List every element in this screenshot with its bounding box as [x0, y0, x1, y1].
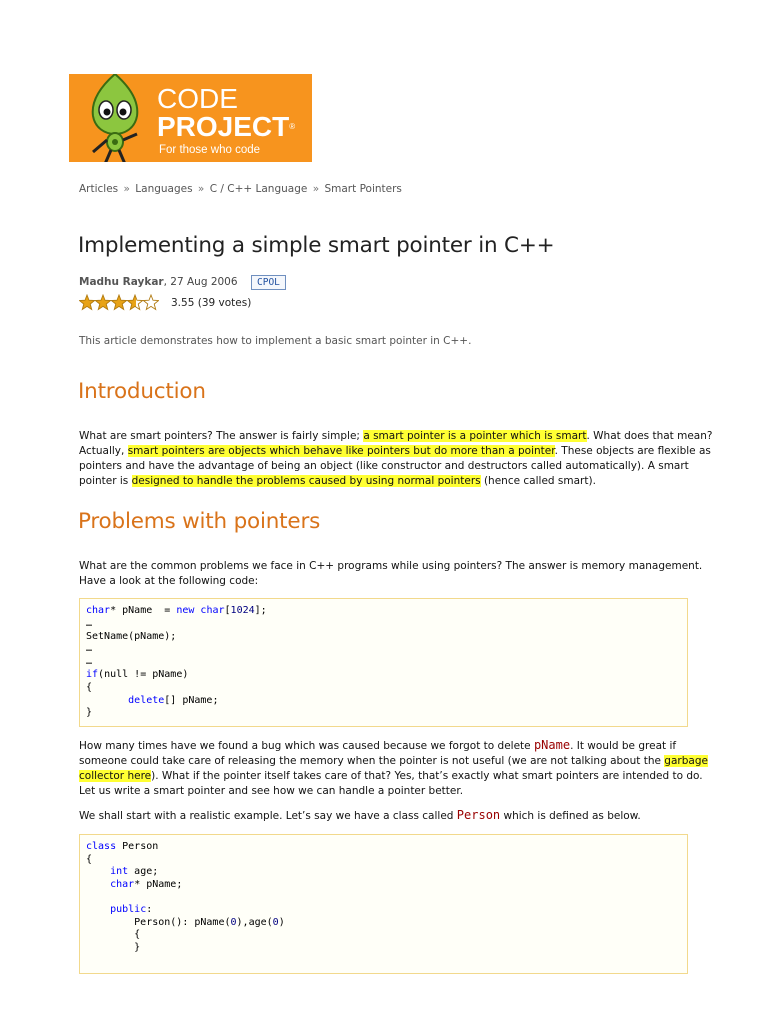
license-badge[interactable]: CPOL [251, 275, 286, 290]
breadcrumb-smart-pointers[interactable]: Smart Pointers [324, 183, 402, 195]
code-block-1[interactable]: char* pName = new char[1024]; … SetName(pName); … … if(null != pName) { delete[] pName; } [79, 598, 688, 727]
rating-star-icon[interactable] [127, 295, 142, 309]
rating-score: 3.55 (39 votes) [171, 297, 252, 309]
inline-code-pname: pName [533, 738, 571, 752]
example-paragraph: We shall start with a realistic example. Let’s say we have a class called Person which is defined as below. [79, 808, 641, 822]
rating-star-icon[interactable] [79, 295, 94, 309]
codeproject-logo[interactable] [69, 74, 312, 162]
breadcrumb-separator: » [123, 183, 130, 195]
breadcrumb-languages[interactable]: Languages [135, 183, 193, 195]
breadcrumb-separator: » [312, 183, 320, 195]
highlight: collector here [79, 770, 152, 782]
heading-problems-with-pointers: Problems with pointers [78, 509, 321, 534]
article-date: , 27 Aug 2006 [163, 276, 238, 288]
rating-star-icon[interactable] [143, 295, 158, 309]
logo-word-project: PROJECT® [157, 111, 296, 142]
memory-paragraph: How many times have we found a bug which was caused because we forgot to delete pName. It would be great if someone could take care of releasing the memory when the pointer is not useful (we are not talking about the garbage collector here). What if the pointer itself takes care of that? Yes, that’s exactly what smart pointers are intended to do. Let us write a smart pointer and see how we can handle a pointer better. [79, 738, 708, 797]
inline-code-person: Person [456, 808, 501, 822]
article-rating [79, 294, 251, 312]
rating-star-icon[interactable] [95, 295, 110, 309]
breadcrumb [79, 183, 402, 195]
logo-tagline: For those who code [159, 144, 261, 156]
highlight: designed to handle the problems caused by using normal pointers [131, 475, 481, 487]
breadcrumb-separator: » [197, 183, 205, 195]
breadcrumb-cpp-language[interactable]: C / C++ Language [209, 183, 308, 195]
breadcrumb-articles[interactable]: Articles [79, 183, 119, 195]
highlight: smart pointers are objects which behave like pointers but do more than a pointer [127, 445, 555, 457]
bob-mascot-icon [79, 74, 151, 162]
rating-star-icon[interactable] [111, 295, 126, 309]
rating-stars-icon[interactable] [79, 294, 159, 312]
problems-paragraph: What are the common problems we face in C++ programs while using pointers? The answer is memory management. Have a look at the following code: [79, 560, 703, 587]
article-byline [79, 276, 238, 288]
highlight: a smart pointer is a pointer which is smart [363, 430, 587, 442]
logo-word-code: CODE [157, 83, 238, 114]
heading-introduction: Introduction [78, 379, 206, 404]
author-link[interactable]: Madhu Raykar [79, 276, 164, 288]
article-summary: This article demonstrates how to implement a basic smart pointer in C++. [79, 335, 472, 347]
intro-paragraph: What are smart pointers? The answer is fairly simple; a smart pointer is a pointer which is smart. What does that mean? Actually, smart pointers are objects which behave like pointers but do more than a pointer. These objects are flexible as pointers and have the advantage of being an object (like constructor and destructors called automatically). A smart pointer is designed to handle the problems caused by using normal pointers (hence called smart). [79, 430, 713, 487]
code-block-2[interactable]: class Person { int age; char* pName; public: Person(): pName(0),age(0) { } [79, 834, 688, 974]
article-title: Implementing a simple smart pointer in C++ [78, 233, 555, 258]
highlight: garbage [664, 755, 708, 767]
